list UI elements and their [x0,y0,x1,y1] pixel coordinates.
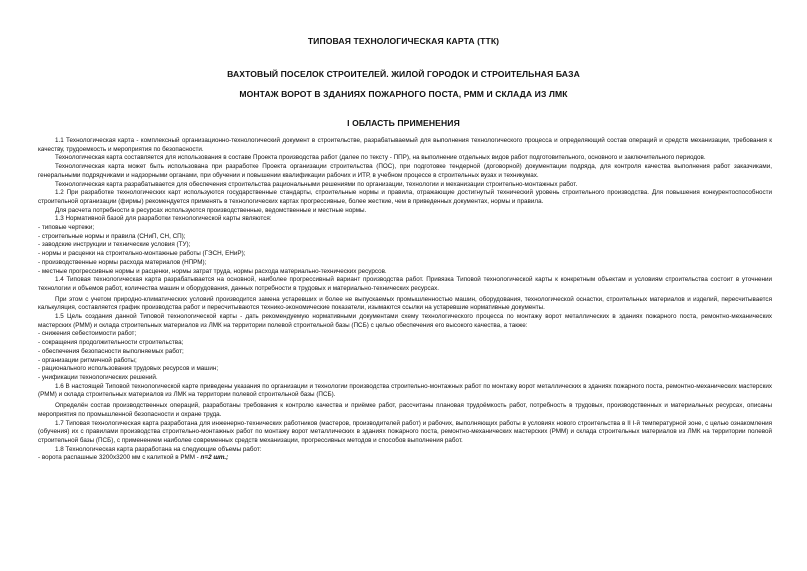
volume-item-text: - ворота распашные 3200 [38,454,113,462]
paragraph: Определён состав производственных операций, разработаны требования к контролю качества и приёмке работ, рассчитаны плановая трудоёмкость работ, потребность в трудовых, производственных и материальных ресурсах, описаны мероприятия по промышленной безопасности и охране труда. [38,402,772,418]
list-item: - унификации технологических решений. [38,373,158,381]
list-item: - организации ритмичной работы; [38,356,137,364]
volume-quantity: n=2 шт.; [200,454,229,462]
list-item: - снижения себестоимости работ; [38,330,137,338]
paragraph-1-2: 1.2 При разработке технологических карт используются государственные стандарты, строительные нормы и правила, отражающие достигнутый технический уровень строительного производства. Для повышения конкурентоспособности строительной организации (фирмы) рекомендуется применять в технологических картах прогрессивные, более жесткие, чем в приведенных документах, нормы и правила. [38,189,772,205]
paragraph: Технологическая карта разрабатывается для обеспечения строительства рациональными решениями по организации, технологии и механизации строительно-монтажных работ. [55,180,578,188]
list-item: - нормы и расценки на строительно-монтажные работы (ГЭСН, ЕНиР); [38,250,246,258]
paragraph: Технологическая карта составляется для использования в составе Проекта производства работ (далее по тексту - ППР), на выполнение отдельных видов работ подготовительного, основного и заключительного периодов. [55,154,706,162]
list-item: - типовые чертежи; [38,224,95,232]
list-item: - сокращения продолжительности строительства; [38,339,184,347]
list-item: - строительные нормы и правила (СНиП, СН, СП); [38,232,186,240]
list-item: - обеспечения безопасности выполняемых работ; [38,347,184,355]
list-item: - местные прогрессивные нормы и расценки, нормы затрат труда, нормы расхода материально-технических ресурсов. [38,267,387,275]
document-body [38,137,772,463]
paragraph-1-3: 1.3 Нормативной базой для разработки технологической карты являются: [55,215,272,223]
list-item: - заводские инструкции и технические условия (ТУ); [38,241,191,249]
paragraph-1-1: 1.1 Технологическая карта - комплексный организационно-технологический документ в строительстве, разрабатываемый для выполнения технологического процесса и определяющий состав операций и средств механизации, требования к качеству, трудоемкость и мероприятия по безопасности. [38,137,772,153]
times-sign: x [112,454,117,462]
list-item: - производственные нормы расхода материалов (НПРМ); [38,258,207,266]
paragraph-1-7: 1.7 Типовая технологическая карта разработана для инженерно-технических работников (мастеров, производителей работ) и рабочих, выполняющих работы в условиях нового строительства в II I-й температурной зоне, с целью ознакомления (обучения) их с правилами производства строительно-монтажных работ по монтажу ворот металлических в зданиях пожарного поста, ремонтно-механических мастерских (РММ) и склада строительных материалов из ЛМК на территории полевой строительной базы (ПСБ), с применением наиболее современных средств механизации, прогрессивных методов и способов выполнения работ. [38,419,772,444]
work-title: МОНТАЖ ВОРОТ В ЗДАНИЯХ ПОЖАРНОГО ПОСТА, РММ И СКЛАДА ИЗ ЛМК [239,89,568,99]
paragraph-1-4: 1.4 Типовая технологическая карта разрабатывается на основной, наиболее прогрессивный вариант производства работ. Привязка Типовой технологической карты к конкретным объектам и условиям строительства состоит в уточнении технологии и объемов работ, количества машин и оборудования, данных потребности в трудовых и материально-технических ресурсах. [38,276,772,292]
paragraph-1-5: 1.5 Цель создания данной Типовой технологической карты - дать рекомендуемую нормативными документами схему технологического процесса по монтажу ворот металлических в зданиях пожарного поста, ремонтно-механических мастерских (РММ) и склада строительных материалов из ЛМК на территории полевой строительной базы (ПСБ) с целью обеспечения его высокого качества, а также: [38,313,772,329]
paragraph: Технологическая карта может быть использована при разработке Проекта организации строительства (ПОС), при подготовке тендерной (договорной) документации подряда, для контроля качества выполнения работ заказчиками, генеральными подрядчиками и надзорными органами, при обучении и повышении квалификации рабочих и ИТР, в учебном процессе в строительных вузах и техникумах. [38,163,772,179]
volume-list-item [38,454,772,463]
volume-item-text-2: 3200 мм с калиткой в РММ - [116,454,201,462]
paragraph-1-6: 1.6 В настоящей Типовой технологической карте приведены указания по организации и технологии производства строительно-монтажных работ по монтажу ворот металлических в зданиях пожарного поста, ремонтно-механических мастерских (РММ) и склада строительных материалов из ЛМК на территории полевой строительной базы (ПСБ). [38,382,772,399]
section-heading: I ОБЛАСТЬ ПРИМЕНЕНИЯ [347,118,460,128]
paragraph: При этом с учетом природно-климатических условий производится замена устаревших и более не выпускаемых промышленностью машин, оборудования, технологической оснастки, строительных материалов и изделий, пересчитывается калькуляция, составляется график производства работ и пересчитываются технико-экономические показатели, изымаются ссылки на устаревшие нормативные документы. [38,295,772,312]
paragraph-1-8: 1.8 Технологическая карта разработана на следующие объемы работ: [55,445,262,453]
paragraph: Для расчета потребности в ресурсах используются производственные, ведомственные и местные нормы. [55,206,367,214]
object-title: ВАХТОВЫЙ ПОСЕЛОК СТРОИТЕЛЕЙ. ЖИЛОЙ ГОРОДОК И СТРОИТЕЛЬНАЯ БАЗА [227,69,580,79]
document-type-title: ТИПОВАЯ ТЕХНОЛОГИЧЕСКАЯ КАРТА (ТТК) [307,36,500,46]
list-item: - рационального использования трудовых ресурсов и машин; [38,365,219,373]
